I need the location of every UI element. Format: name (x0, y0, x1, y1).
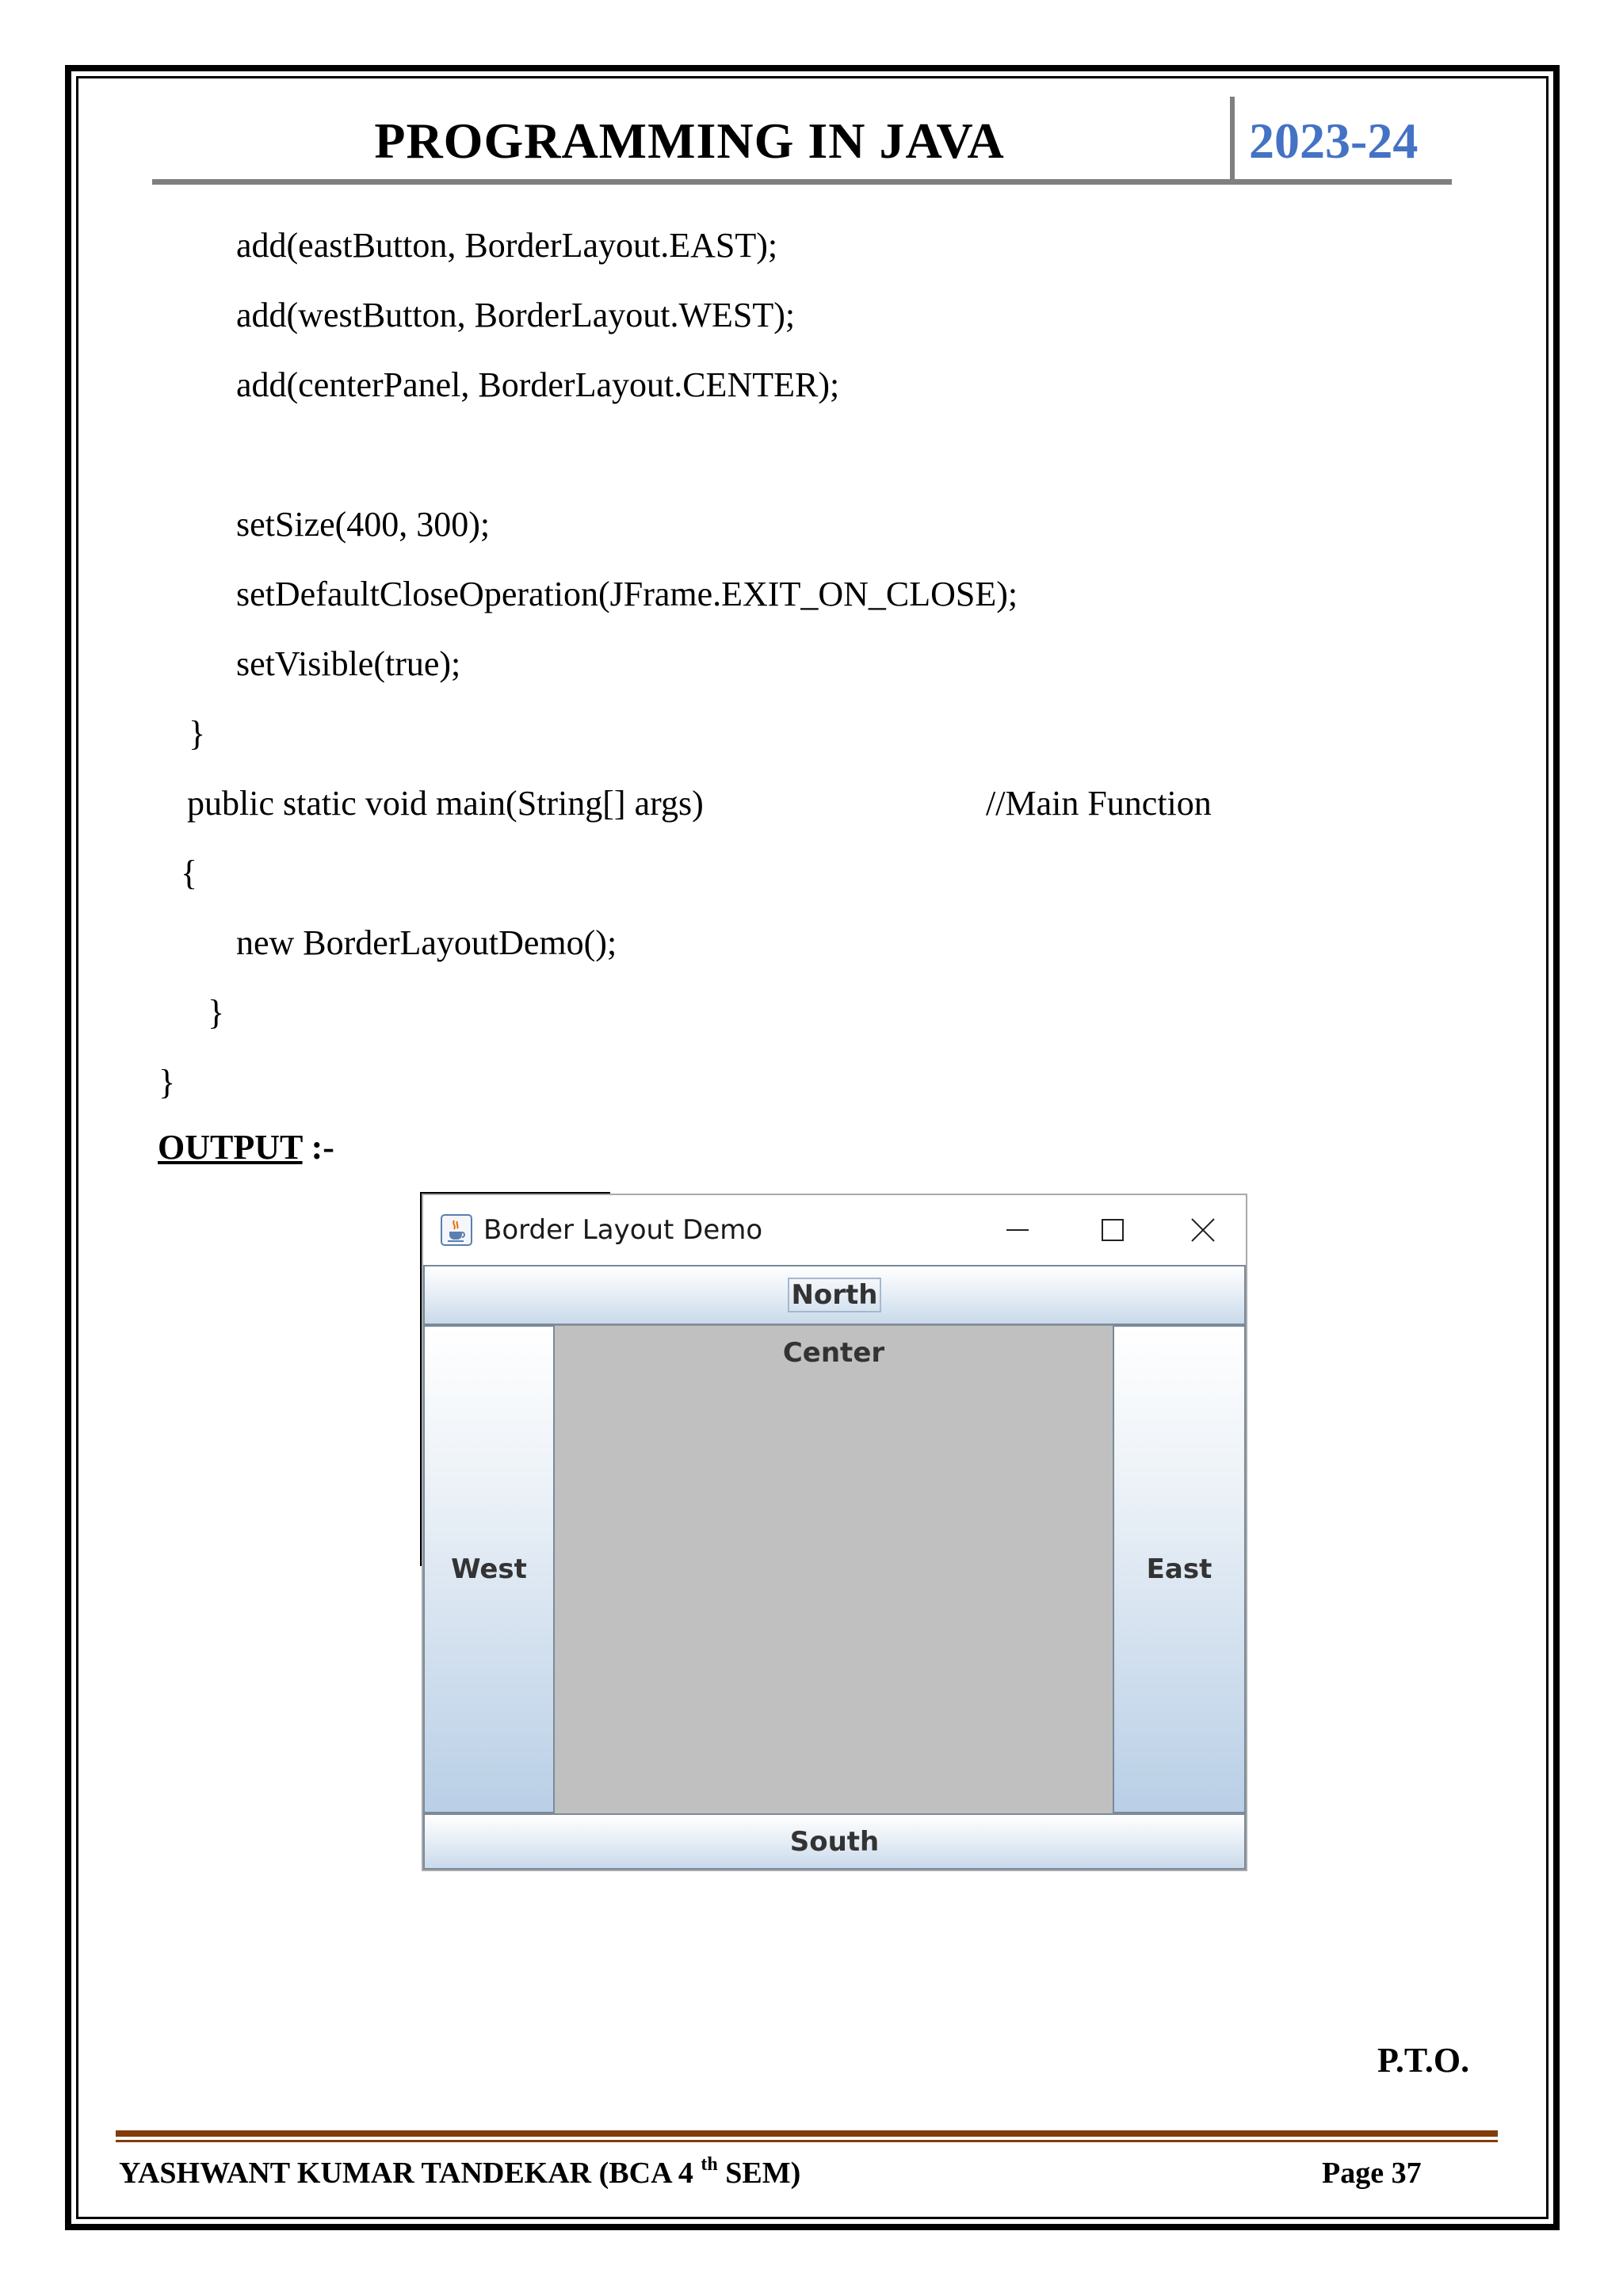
header-year: 2023-24 (1249, 113, 1419, 169)
code-line: add(westButton, BorderLayout.WEST); (236, 296, 796, 334)
java-cup-icon (441, 1214, 472, 1246)
code-line: add(eastButton, BorderLayout.EAST); (236, 226, 778, 265)
south-button-label: South (789, 1825, 880, 1858)
close-button[interactable] (1160, 1195, 1246, 1265)
window-title: Border Layout Demo (483, 1214, 763, 1246)
south-button[interactable] (423, 1813, 1246, 1870)
footer-rule (116, 2140, 1498, 2142)
output-suffix: :- (302, 1128, 334, 1167)
footer-rule (116, 2130, 1498, 2137)
north-button[interactable] (423, 1265, 1246, 1325)
west-button-label: West (451, 1553, 527, 1585)
pto-note: P.T.O. (1377, 2041, 1470, 2080)
author-ordinal: th (701, 2154, 718, 2175)
minimize-icon (970, 1195, 1065, 1265)
east-button-label: East (1146, 1553, 1212, 1585)
code-line: new BorderLayoutDemo(); (236, 923, 617, 962)
page-title: PROGRAMMING IN JAVA (374, 113, 1005, 169)
center-panel (555, 1325, 1113, 1813)
author-name: YASHWANT KUMAR TANDEKAR (BCA 4 (119, 2157, 701, 2190)
output-heading (158, 1125, 334, 1170)
minimize-button[interactable] (970, 1195, 1065, 1265)
code-line: public static void main(String[] args) (187, 784, 704, 823)
code-line: setSize(400, 300); (236, 505, 491, 544)
author-semester: SEM) (717, 2157, 801, 2190)
east-button[interactable] (1113, 1325, 1246, 1813)
code-line: setVisible(true); (236, 644, 461, 683)
code-line: add(centerPanel, BorderLayout.CENTER); (236, 365, 840, 404)
maximize-icon (1065, 1195, 1160, 1265)
header-rule (152, 179, 1452, 185)
maximize-button[interactable] (1065, 1195, 1160, 1265)
footer-author (119, 2151, 800, 2195)
code-line: setDefaultCloseOperation(JFrame.EXIT_ON_CLOSE); (236, 575, 1018, 613)
header-divider (1230, 97, 1235, 182)
window-content (423, 1265, 1246, 1870)
code-line: { (181, 854, 198, 892)
west-button[interactable] (423, 1325, 555, 1813)
code-comment: //Main Function (986, 784, 1212, 823)
code-line: } (158, 1063, 176, 1102)
output-label: OUTPUT (158, 1128, 303, 1167)
code-line: } (189, 714, 206, 753)
north-button-label: North (788, 1278, 880, 1312)
center-label: Center (782, 1337, 885, 1369)
close-icon (1160, 1195, 1246, 1265)
code-line: } (208, 993, 225, 1032)
window-titlebar[interactable] (423, 1195, 1246, 1265)
border-layout-demo-window (422, 1194, 1247, 1871)
page-number: Page 37 (1322, 2157, 1422, 2190)
